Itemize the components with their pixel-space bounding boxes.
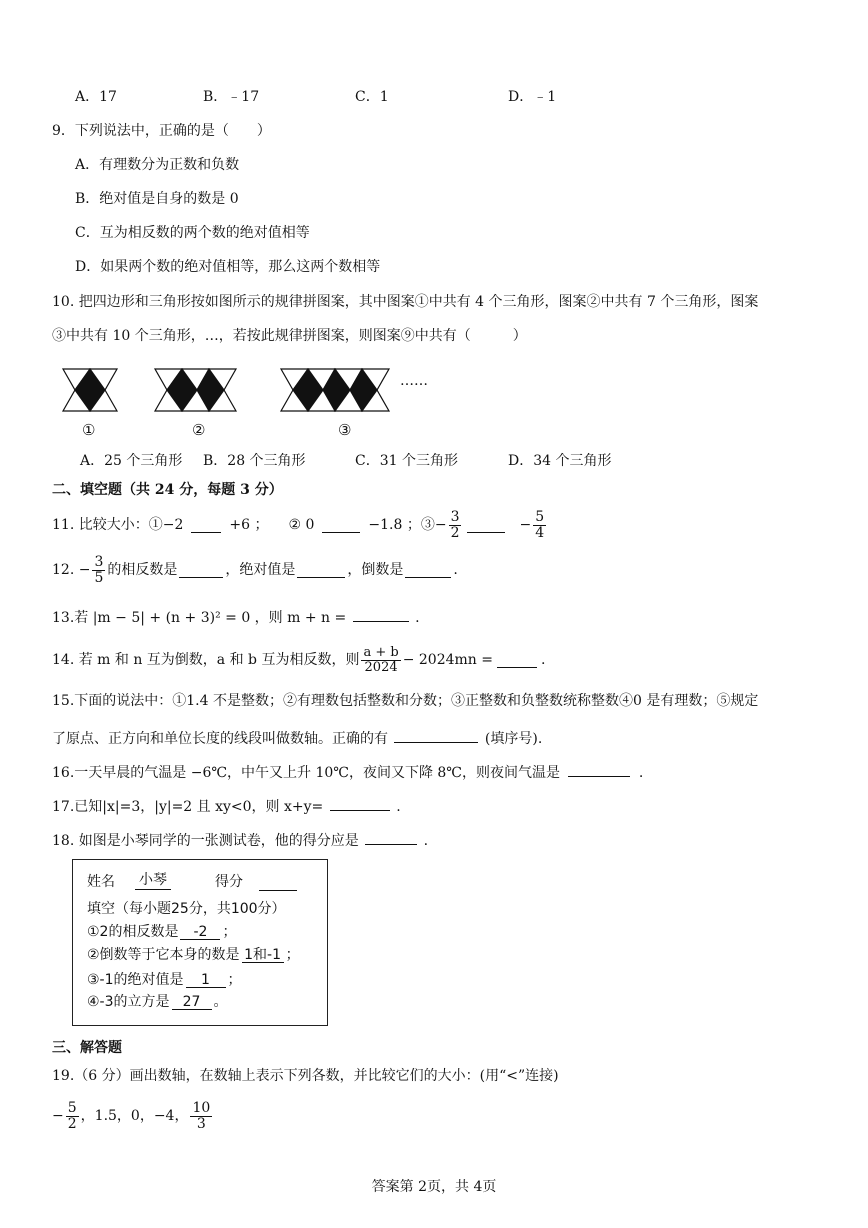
- q11-part5: −: [519, 517, 532, 533]
- q16-blank[interactable]: [568, 762, 630, 777]
- q14-blank[interactable]: [497, 653, 537, 668]
- q17-blank[interactable]: [330, 796, 390, 811]
- card-answer-3: 1: [186, 973, 226, 988]
- q9-option-d: D．如果两个数的绝对值相等，那么这两个数相等: [75, 259, 381, 275]
- q11: [52, 503, 548, 547]
- q18: [52, 830, 428, 848]
- card-answer-2: 1和-1: [242, 948, 284, 963]
- q10-pattern-figure: [55, 356, 455, 418]
- q11-blank-3[interactable]: [467, 518, 505, 533]
- q14-prefix: 14. 若 m 和 n 互为倒数，a 和 b 互为相反数，则: [52, 652, 360, 668]
- pattern-3: [281, 369, 389, 411]
- q15-line2-text: 了原点、正方向和单位长度的线段叫做数轴。正确的有: [52, 731, 388, 747]
- q9-option-a: A．有理数分为正数和负数: [75, 157, 240, 173]
- q10-option-c: C．31 个三角形: [355, 453, 458, 469]
- q11-blank-1[interactable]: [191, 518, 221, 533]
- card-answer-1: -2: [180, 925, 220, 940]
- q12: [52, 549, 458, 591]
- card-item-3: ③-1的绝对值是 1 ；: [87, 972, 242, 988]
- q8-option-c: C．1: [355, 89, 389, 105]
- card-name-value: 小琴: [135, 873, 171, 890]
- q18-blank[interactable]: [365, 830, 417, 845]
- q11-fraction-2: $\frac{5}{4}$: [535, 508, 545, 541]
- q10-stem-line2: ③中共有 10 个三角形，…，若按此规律拼图案，则图案⑨中共有（ ）: [52, 328, 527, 344]
- card-item-2: ②倒数等于它本身的数是 1和-1 ；: [87, 947, 300, 963]
- q11-fraction-1: $\frac{3}{2}$: [450, 508, 460, 541]
- q11-prefix: 11. 比较大小：①−2: [52, 517, 184, 533]
- q19-numbers: [52, 1094, 214, 1138]
- pattern-1: [63, 369, 117, 411]
- q9-option-b: B．绝对值是自身的数是 0: [75, 191, 239, 207]
- test-card: [72, 859, 328, 1026]
- card-item-1: ①2的相反数是 -2 ；: [87, 924, 237, 940]
- q18-text: 18. 如图是小琴同学的一张测试卷，他的得分应是: [52, 833, 359, 849]
- q19-neg: −: [52, 1108, 64, 1124]
- card-answer-4: 27: [172, 995, 212, 1010]
- q12-text-4: .: [453, 562, 458, 578]
- q12-text-1: 的相反数是: [107, 562, 178, 578]
- q19-mid: ，1.5，0，−4，: [80, 1108, 189, 1124]
- q13-text: 13.若 |m − 5| + (n + 3)² = 0 ，则 m + n =: [52, 610, 347, 626]
- q15-blank[interactable]: [394, 728, 478, 743]
- q16-text: 16.一天早晨的气温是 −6℃，中午又上升 10℃，夜间又下降 8℃，则夜间气温是: [52, 765, 560, 781]
- q10-option-a: A．25 个三角形: [80, 453, 183, 469]
- q13-blank[interactable]: [353, 607, 409, 622]
- q11-part3: ② 0: [288, 517, 315, 533]
- card-item-4: ④-3的立方是 27 。: [87, 994, 228, 1010]
- q12-text-3: ，倒数是: [347, 562, 404, 578]
- q14-end: .: [541, 652, 546, 668]
- q14-mid: − 2024mn =: [402, 652, 493, 668]
- q16: [52, 762, 643, 780]
- q12-text-2: ，绝对值是: [225, 562, 296, 578]
- q13: [52, 607, 420, 625]
- q18-end: .: [423, 833, 429, 849]
- q11-part2: +6 ；: [229, 517, 269, 533]
- q10-ellipsis: ……: [400, 373, 428, 389]
- section-2-heading: 二、填空题（共 24 分，每题 3 分）: [52, 482, 283, 498]
- q12-blank-1[interactable]: [179, 563, 223, 578]
- card-score-label: 得分: [215, 874, 243, 890]
- q19-fraction-1: $\frac{5}{2}$: [67, 1099, 77, 1132]
- q11-part4: −1.8 ；③−: [368, 517, 447, 533]
- q15-line2: [52, 728, 542, 746]
- q12-blank-3[interactable]: [405, 563, 451, 578]
- q17-text: 17.已知|x|=3，|y|=2 且 xy<0，则 x+y=: [52, 799, 324, 815]
- page-footer: 答案第 2页，共 4页: [371, 1179, 497, 1195]
- section-3-heading: 三、解答题: [52, 1040, 122, 1056]
- q13-end: .: [415, 610, 420, 626]
- q8-option-b: B．﹣17: [203, 89, 260, 105]
- q12-prefix: 12. −: [52, 562, 91, 578]
- q10-label-3: ③: [338, 421, 352, 439]
- q11-blank-2[interactable]: [322, 518, 360, 533]
- q10-option-d: D．34 个三角形: [508, 453, 612, 469]
- q15-line1: 15.下面的说法中：①1.4 不是整数；②有理数包括整数和分数；③正整数和负整数统称整数④0 是有理数；⑤规定: [52, 693, 759, 709]
- q10-label-1: ①: [82, 421, 96, 439]
- q16-end: .: [638, 765, 644, 781]
- q10-label-2: ②: [192, 421, 206, 439]
- card-score-blank: [259, 890, 297, 891]
- q17: [52, 796, 401, 814]
- q8-option-a: A．17: [75, 89, 117, 105]
- q10-option-b: B．28 个三角形: [203, 453, 306, 469]
- card-header: 填空（每小题25分，共100分）: [87, 901, 286, 917]
- q12-fraction: $\frac{3}{5}$: [94, 553, 104, 586]
- q15-line2-end: (填序号).: [484, 731, 543, 747]
- q19-fraction-2: $\frac{10}{3}$: [192, 1099, 211, 1132]
- q8-option-d: D．﹣1: [508, 89, 557, 105]
- q10-stem-line1: 10. 把四边形和三角形按如图所示的规律拼图案，其中图案①中共有 4 个三角形，图案②中共有 7 个三角形，图案: [52, 294, 759, 310]
- q14-fraction: $\frac{a + b}{2024}$: [363, 644, 399, 675]
- q17-end: .: [396, 799, 401, 815]
- q9-option-c: C．互为相反数的两个数的绝对值相等: [75, 225, 310, 241]
- pattern-2: [155, 369, 236, 411]
- q19-stem: 19.（6 分）画出数轴，在数轴上表示下列各数，并比较它们的大小：(用“<”连接): [52, 1068, 559, 1084]
- card-name-label: 姓名: [87, 874, 115, 890]
- q14: [52, 638, 545, 682]
- q12-blank-2[interactable]: [297, 563, 345, 578]
- q9-stem: 9．下列说法中，正确的是（ ）: [52, 123, 271, 139]
